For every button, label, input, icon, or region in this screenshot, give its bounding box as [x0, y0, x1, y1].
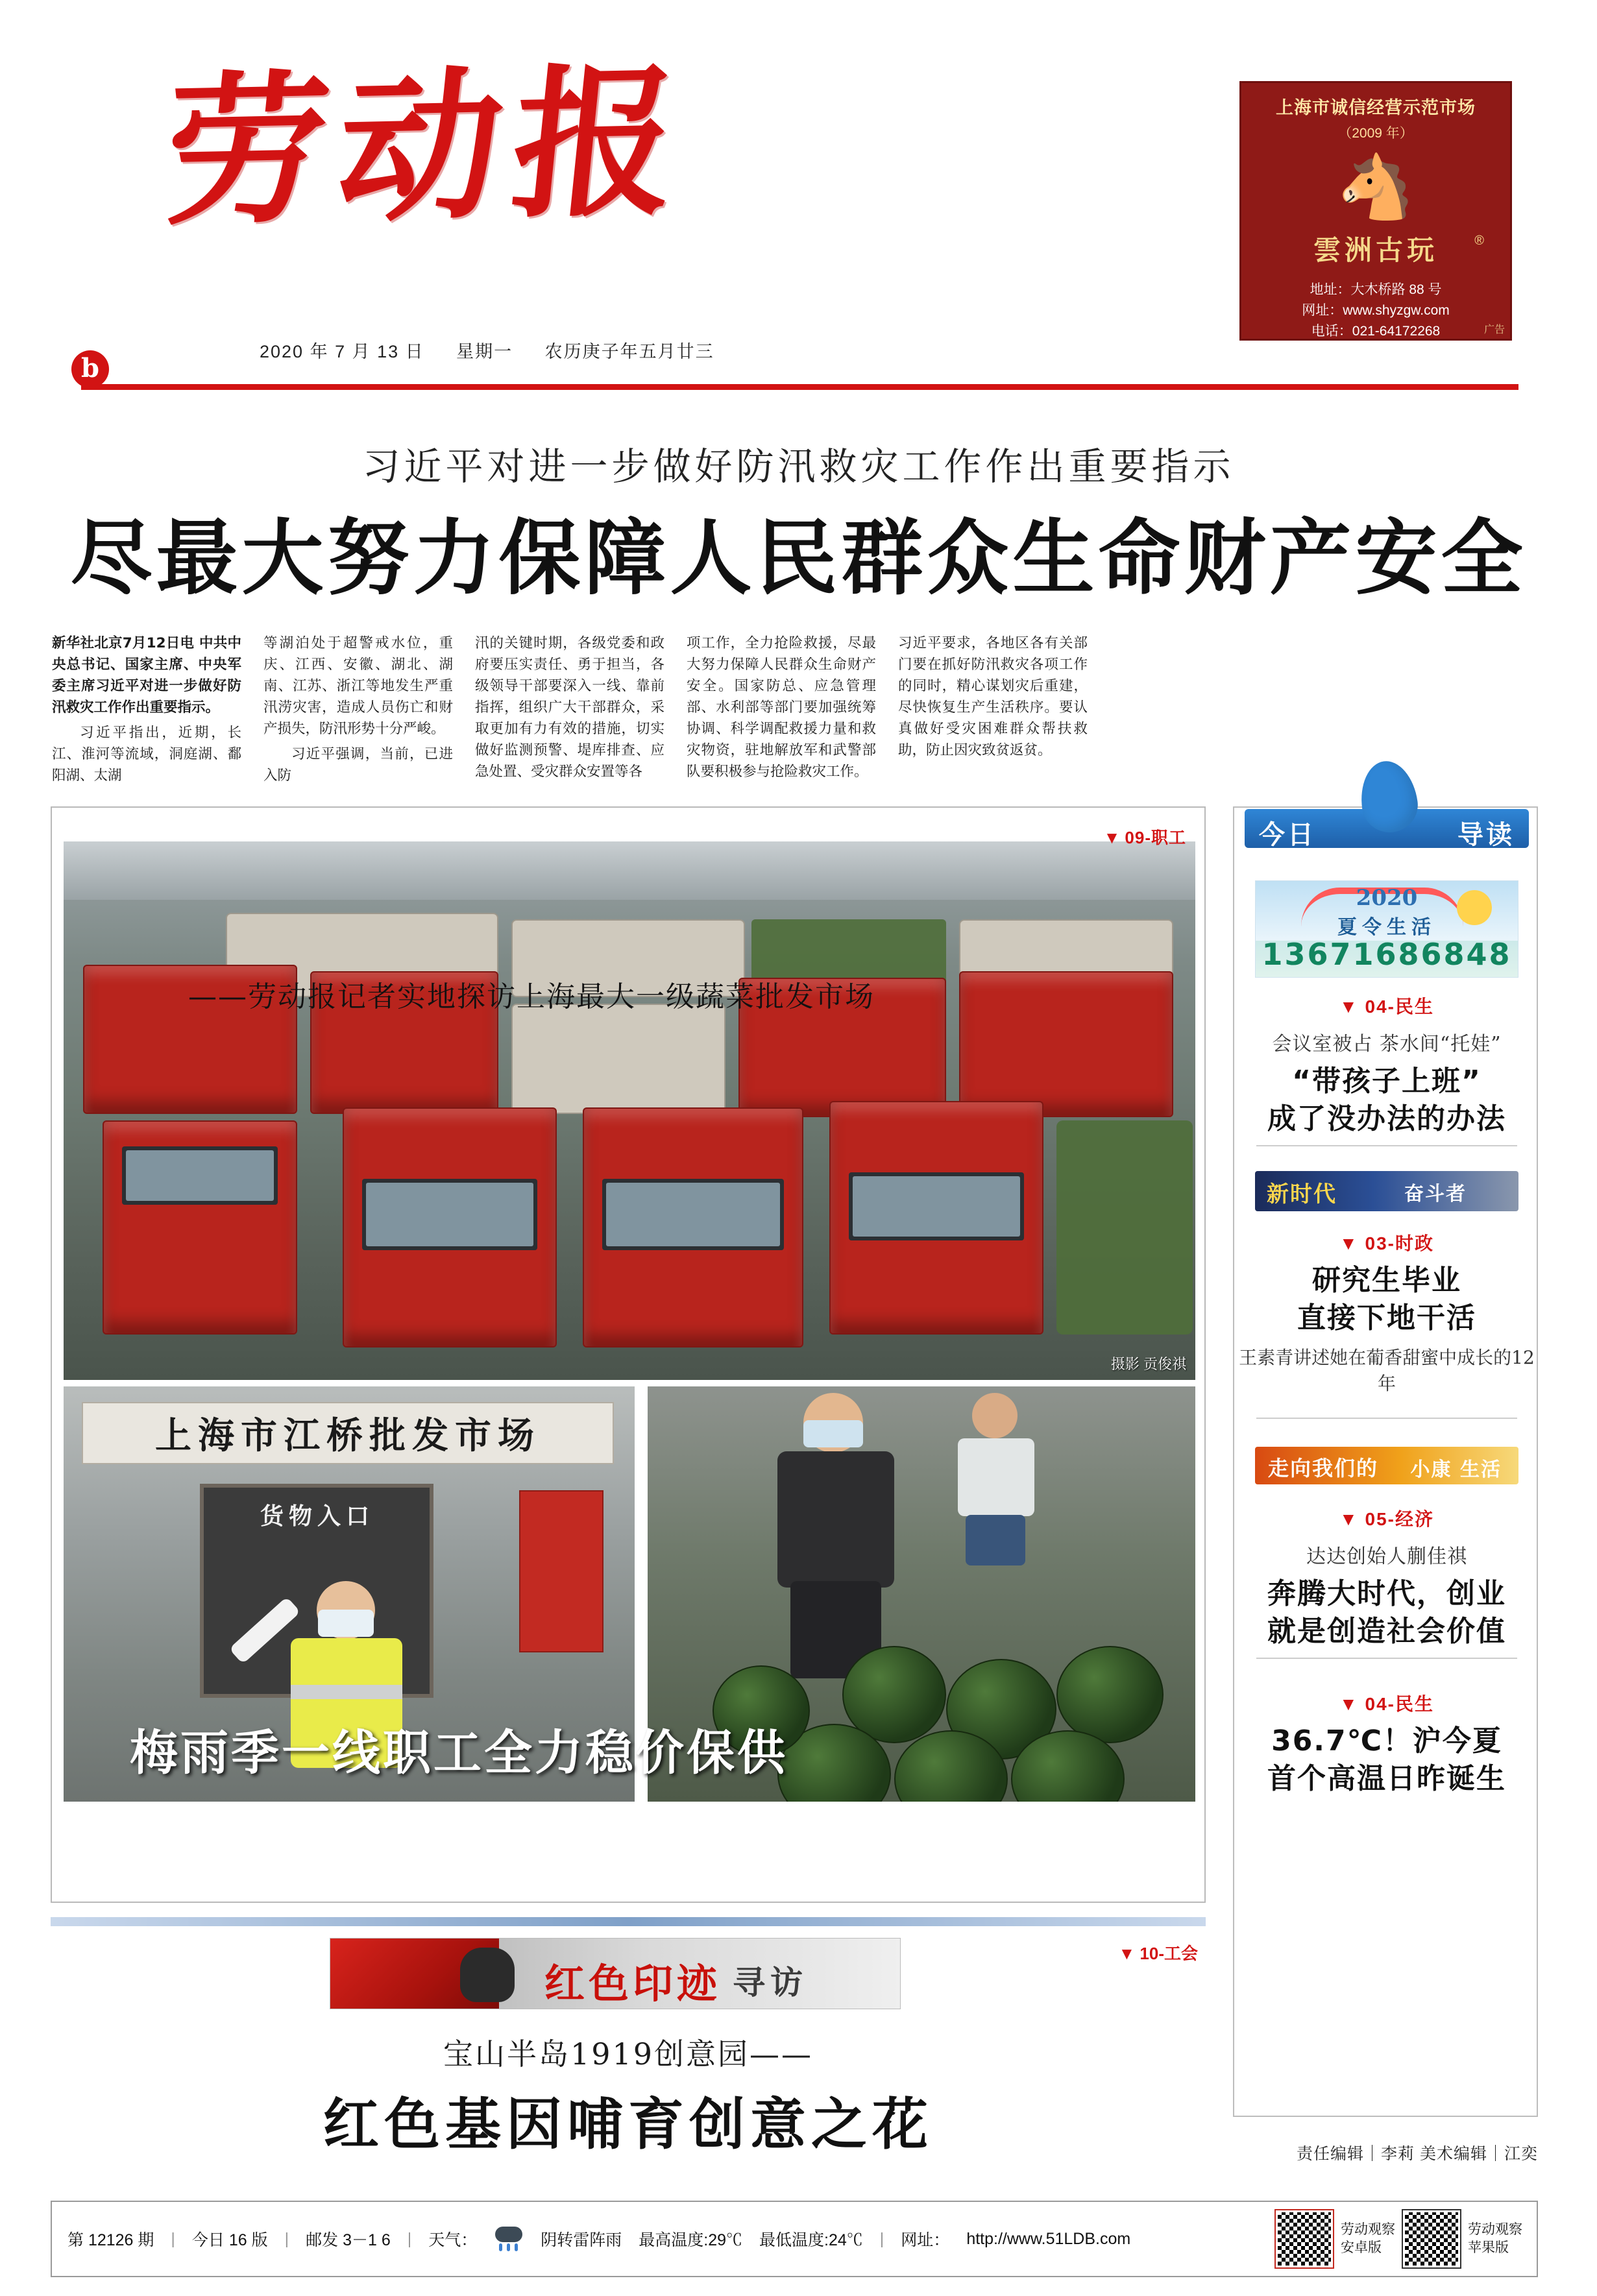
photo-bystander-legs [966, 1515, 1025, 1565]
footer-divider: | [171, 2229, 175, 2248]
photo-overlay-headline: 梅雨季一线职工全力稳价保供 [130, 1725, 788, 1781]
postal-code: 邮发 3－1 6 [306, 2231, 391, 2249]
publication-date-line [260, 337, 740, 363]
horse-logo-icon: 🐴 [1337, 152, 1415, 222]
qr-code-android-icon[interactable] [1276, 2210, 1333, 2267]
paper-logo [154, 45, 750, 250]
lead-paragraph: 汛的关键时期，各级党委和政府要压实责任、勇于担当，各级领导干部要深入一线、靠前指挥，组织广大干部群众，采取更加有力有效的措施，切实做好监测预警、堤库排查、应急处置、受灾群众安置等各 [475, 635, 664, 780]
website-label: 网址： [901, 2231, 950, 2249]
headline-kicker: 习近平对进一步做好防汛救灾工作作出重要指示 [362, 444, 1235, 489]
ad-website[interactable]: 网址：www.shyzgw.com [1302, 303, 1450, 318]
feature-kicker: 宝山半岛1919创意园—— [443, 2036, 814, 2072]
photo-bystander-head [972, 1393, 1018, 1438]
section-tag-label: 10-工会 [1140, 1944, 1198, 1963]
photo-background-sky [64, 841, 1195, 900]
banner-figure-silhouette [460, 1948, 515, 2002]
photo-produce-pile [1056, 1120, 1193, 1335]
section-tag-union[interactable] [1118, 1940, 1198, 1964]
triangle-down-icon: ▼ [1339, 1694, 1359, 1714]
photo-vendor-body [777, 1451, 894, 1588]
lead-paragraph: 习近平要求，各地区各有关部门要在抓好防汛救灾各项工作的同时，精心谋划灾后重建，尽快恢复生产生活秩序。要认真做好受灾困难群众帮扶救助，防止因灾致贫返贫。 [898, 635, 1088, 758]
sidebar-title-3-line2: 就是创造社会价值 [1267, 1615, 1506, 1648]
photo-tarp [511, 1004, 725, 1114]
sidebar-title-2-line2: 直接下地干活 [1297, 1301, 1476, 1335]
sidebar-title-4-line2: 首个高温日昨诞生 [1267, 1762, 1506, 1795]
sidebar-highlight-2[interactable] [1234, 1229, 1539, 1397]
page-count: 今日 16 版 [191, 2231, 268, 2249]
sidebar-category-2 [1234, 1229, 1539, 1255]
sidebar-ad-phone: 13671686848 [1262, 937, 1512, 972]
weather-label: 天气： [428, 2231, 478, 2249]
market-sign-text: 上海市江桥批发市场 [82, 1402, 614, 1464]
footer-divider: | [284, 2229, 289, 2248]
lead-column-3 [475, 633, 664, 788]
footer-divider: | [407, 2229, 412, 2248]
photo-bystander-figure [946, 1393, 1043, 1562]
triangle-down-icon: ▼ [1118, 1944, 1136, 1963]
photo-windshield-glass [366, 1183, 533, 1246]
issue-number: 第 12126 期 [67, 2231, 154, 2249]
sidebar-highlight-1[interactable] [1234, 993, 1539, 1138]
lead-column-5 [898, 633, 1088, 788]
sidebar-category-label: 03-时政 [1365, 1233, 1434, 1253]
website-url[interactable]: http://www.51LDB.com [966, 2229, 1131, 2248]
banner-main-text: 红色印迹 [544, 1960, 722, 2007]
photo-vendor-figure [758, 1386, 927, 1659]
photo-credit: 摄影 贡俊祺 [1110, 1356, 1186, 1372]
temp-high: 最高温度:29℃ [639, 2231, 743, 2249]
ad-year: （2009 年） [1338, 126, 1413, 141]
sidebar-category-3 [1234, 1505, 1539, 1531]
lead-column-1 [52, 633, 241, 788]
sidebar-category-label: 04-民生 [1365, 1694, 1434, 1714]
photo-watermelon [1056, 1646, 1164, 1743]
ad-label: 广告 [1483, 324, 1505, 335]
banner-sub-text: 寻访 [733, 1963, 808, 2001]
lead-paragraph: 习近平指出，近期，长江、淮河等流域，洞庭湖、鄱阳湖、太湖 [52, 725, 241, 784]
page-title: 尽最大努力保障人民群众生命财产安全 [70, 511, 1527, 606]
masthead-divider [81, 384, 1518, 390]
face-mask-icon [318, 1610, 374, 1637]
lead-article-columns [52, 633, 1544, 788]
sidebar-sub-2: 王素青讲述她在葡香甜蜜中成长的12年 [1239, 1347, 1535, 1394]
main-photo-package [51, 806, 1206, 1903]
photo-red-poster [519, 1490, 603, 1652]
b-logo-icon: b [71, 350, 109, 388]
qr-android-caption: 劳动观察 安卓版 [1341, 2222, 1395, 2255]
feature-red-footprints [51, 1917, 1206, 2196]
editors-credit: 责任编辑｜李莉 美术编辑｜江奕 [1297, 2145, 1538, 2163]
sidebar-title-2-line1: 研究生毕业 [1312, 1264, 1461, 1297]
sidebar-banner-right-label: 奋斗者 [1404, 1183, 1467, 1205]
sidebar-separator [1256, 1145, 1517, 1146]
sidebar-banner-new-era [1255, 1171, 1518, 1211]
qr-code-ios-icon[interactable] [1403, 2210, 1460, 2267]
sidebar-advertisement[interactable] [1255, 880, 1518, 978]
sidebar-banner-right-label: 小康 生活 [1410, 1458, 1502, 1481]
sidebar-banner-left-label: 新时代 [1267, 1181, 1337, 1207]
door-label-text: 货物入口 [260, 1503, 374, 1529]
face-mask-icon [803, 1420, 863, 1447]
date-text: 2020 年 7 月 13 日 [260, 342, 424, 361]
photo-windshield-glass [126, 1150, 274, 1201]
sidebar-banner-xiaokang [1255, 1447, 1518, 1484]
photo-vest-stripe [291, 1685, 402, 1699]
temp-low: 最低温度:24℃ [759, 2231, 863, 2249]
sidebar-highlight-4[interactable] [1234, 1690, 1539, 1798]
weather-text: 阴转雷阵雨 [541, 2231, 622, 2249]
sidebar-lead-3: 达达创始人蒯佳祺 [1306, 1545, 1467, 1568]
ad-phone: 电话：021-64172268 [1311, 324, 1441, 339]
ad-address: 地址：大木桥路 88 号 [1310, 282, 1442, 297]
photo-bystander-body [958, 1438, 1034, 1516]
section-tag-label: 09-职工 [1125, 828, 1186, 847]
sidebar-header [1234, 795, 1539, 879]
triangle-down-icon: ▼ [1339, 1233, 1359, 1253]
qr-code-group [1276, 2210, 1537, 2267]
paper-name: 劳动报 [154, 45, 698, 248]
sidebar-category-label: 05-经济 [1365, 1509, 1434, 1529]
feature-divider [51, 1917, 1206, 1926]
ad-brand-name: 雲洲古玩 [1313, 234, 1438, 266]
lead-paragraph: 习近平强调，当前，已进入防 [263, 746, 453, 784]
footer-divider: | [879, 2229, 884, 2248]
sidebar-ad-slogan: 夏令生活 [1337, 917, 1436, 938]
page-footer [51, 2201, 1538, 2277]
sidebar-lead-1: 会议室被占 茶水间“托娃” [1272, 1033, 1502, 1056]
sidebar-category-label: 04-民生 [1365, 997, 1434, 1017]
feature-title: 红色基因哺育创意之花 [323, 2092, 933, 2157]
sidebar-title-4-line1: 36.7℃！沪今夏 [1271, 1724, 1502, 1758]
sidebar-header-left-label: 今日 [1259, 819, 1316, 850]
rain-cloud-icon [494, 2225, 524, 2253]
dateline: 新华社北京7月12日电 中共中央总书记、国家主席、中央军委主席习近平对进一步做好防汛救灾工作作出重要指示。 [52, 635, 241, 716]
sidebar-highlight-3[interactable] [1234, 1505, 1539, 1650]
top-right-advertisement[interactable] [1239, 81, 1512, 341]
lunar-date-text: 农历庚子年五月廿三 [544, 342, 714, 361]
triangle-down-icon: ▼ [1103, 828, 1121, 847]
sidebar-banner-left-label: 走向我们的 [1268, 1456, 1379, 1480]
sidebar-separator [1256, 1418, 1517, 1419]
lead-paragraph: 等湖泊处于超警戒水位，重庆、江西、安徽、湖北、湖南、江苏、浙江等地发生严重汛涝灾害，造成人员伤亡和财产损失，防汛形势十分严峻。 [263, 635, 453, 737]
sidebar-title-1-line2: 成了没办法的办法 [1267, 1102, 1506, 1135]
sidebar-category-1 [1234, 993, 1539, 1019]
ad-title: 上海市诚信经营示范市场 [1276, 98, 1476, 117]
qr-ios-caption: 劳动观察 苹果版 [1468, 2222, 1522, 2255]
lead-column-2 [263, 633, 453, 788]
photo-overlay-subheadline: ——劳动报记者实地探访上海最大一级蔬菜批发市场 [188, 980, 875, 1013]
triangle-down-icon: ▼ [1339, 1509, 1359, 1529]
section-tag-jobs[interactable] [1104, 825, 1186, 849]
photo-windshield-glass [853, 1176, 1020, 1237]
sidebar-category-4 [1234, 1690, 1539, 1716]
photo-windshield-glass [606, 1183, 780, 1246]
lead-paragraph: 项工作，全力抢险救援，尽最大努力保障人民群众生命财产安全。国家防总、应急管理部、水利部等部门要加强统筹协调、科学调配救援力量和救灾物资，驻地解放军和武警部队要积极参与抢险救灾工作。 [687, 635, 876, 780]
sidebar-title-1-line1: “带孩子上班” [1292, 1065, 1481, 1098]
sidebar-ad-year: 2020 [1356, 885, 1418, 911]
feature-banner [330, 1938, 901, 2009]
today-highlights-sidebar [1233, 806, 1538, 2117]
triangle-down-icon: ▼ [1339, 997, 1359, 1017]
weekday-text: 星期一 [456, 342, 513, 361]
photo-wholesale-market-trucks [64, 841, 1195, 1380]
sidebar-separator [1256, 1658, 1517, 1659]
sidebar-header-right-label: 导读 [1457, 819, 1515, 850]
registered-mark-icon: ® [1474, 234, 1484, 248]
lead-column-4 [687, 633, 876, 788]
masthead [0, 0, 1597, 389]
sidebar-title-3-line1: 奔腾大时代，创业 [1267, 1577, 1506, 1610]
